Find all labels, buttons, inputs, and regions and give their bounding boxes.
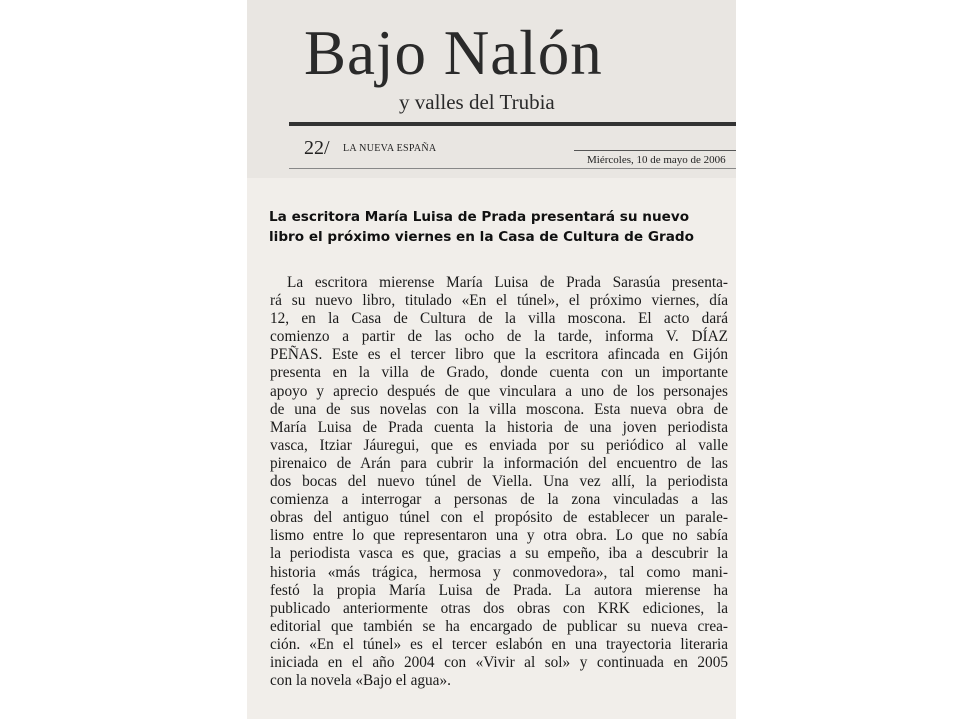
masthead-subtitle: y valles del Trubia <box>399 90 555 114</box>
body-line: 12, en la Casa de Cultura de la villa moscona. El acto dará <box>270 310 728 328</box>
body-line: publicado anteriormente otras dos obras con KRK ediciones, la <box>270 599 728 617</box>
body-line: vasca, Itziar Jáuregui, que es enviada por su periódico al valle <box>270 436 728 454</box>
body-line: PEÑAS. Este es el tercer libro que la escritora afincada en Gijón <box>270 346 728 364</box>
body-line: de una de sus novelas con la villa moscona. Esta nueva obra de <box>270 400 728 418</box>
issue-date: Miércoles, 10 de mayo de 2006 <box>587 154 726 166</box>
body-line: comienza a interrogar a personas de la zona vinculadas a las <box>270 491 728 509</box>
body-line: historia «más trágica, hermosa y conmovedora», tal como mani- <box>270 563 728 581</box>
body-line: apoyo y aprecio después de que vinculara a uno de los personajes <box>270 382 728 400</box>
body-line: La escritora mierense María Luisa de Prada Sarasúa presenta- <box>287 274 728 291</box>
body-line: María Luisa de Prada cuenta la historia de una joven periodista <box>270 418 728 436</box>
body-line: con la novela «Bajo el agua». <box>270 672 451 690</box>
page-number: 22/ <box>304 137 330 159</box>
newspaper-clipping <box>247 0 736 719</box>
newspaper-name: LA NUEVA ESPAÑA <box>343 143 437 154</box>
body-line: la periodista vasca es que, gracias a su empeño, iba a descubrir la <box>270 545 728 563</box>
body-line: obras del antiguo túnel con el propósito de establecer un parale- <box>270 509 728 527</box>
headline-line: La escritora María Luisa de Prada presentará su nuevo <box>269 209 690 225</box>
body-line: comienzo a partir de las ocho de la tarde, informa V. DÍAZ <box>270 328 728 346</box>
body-line: presenta en la villa de Grado, donde cuenta con un importante <box>270 364 728 382</box>
body-line: ción. «En el túnel» es el tercer eslabón en una trayectoria literaria <box>270 635 728 653</box>
body-line: dos bocas del nuevo túnel de Viella. Una vez allí, la periodista <box>270 473 728 491</box>
article-headline <box>269 207 729 247</box>
body-line: pirenaico de Arán para cubrir la información del encuentro de las <box>270 454 728 472</box>
body-line: lismo entre lo que representaron una y otra obra. Lo que no sabía <box>270 527 728 545</box>
masthead-title: Bajo Nalón <box>304 18 603 88</box>
body-line: rá su nuevo libro, titulado «En el túnel», el próximo viernes, día <box>270 292 728 310</box>
article-body <box>270 274 728 690</box>
body-line: iniciada en el año 2004 con «Vivir al sol» y continuada en 2005 <box>270 653 728 671</box>
body-line: editorial que también se ha encargado de publicar su nueva crea- <box>270 617 728 635</box>
header-divider <box>289 168 736 169</box>
masthead-rule <box>289 122 736 126</box>
body-line: festó la propia María Luisa de Prada. La autora mierense ha <box>270 581 728 599</box>
headline-line: libro el próximo viernes en la Casa de Cultura de Grado <box>269 229 694 245</box>
